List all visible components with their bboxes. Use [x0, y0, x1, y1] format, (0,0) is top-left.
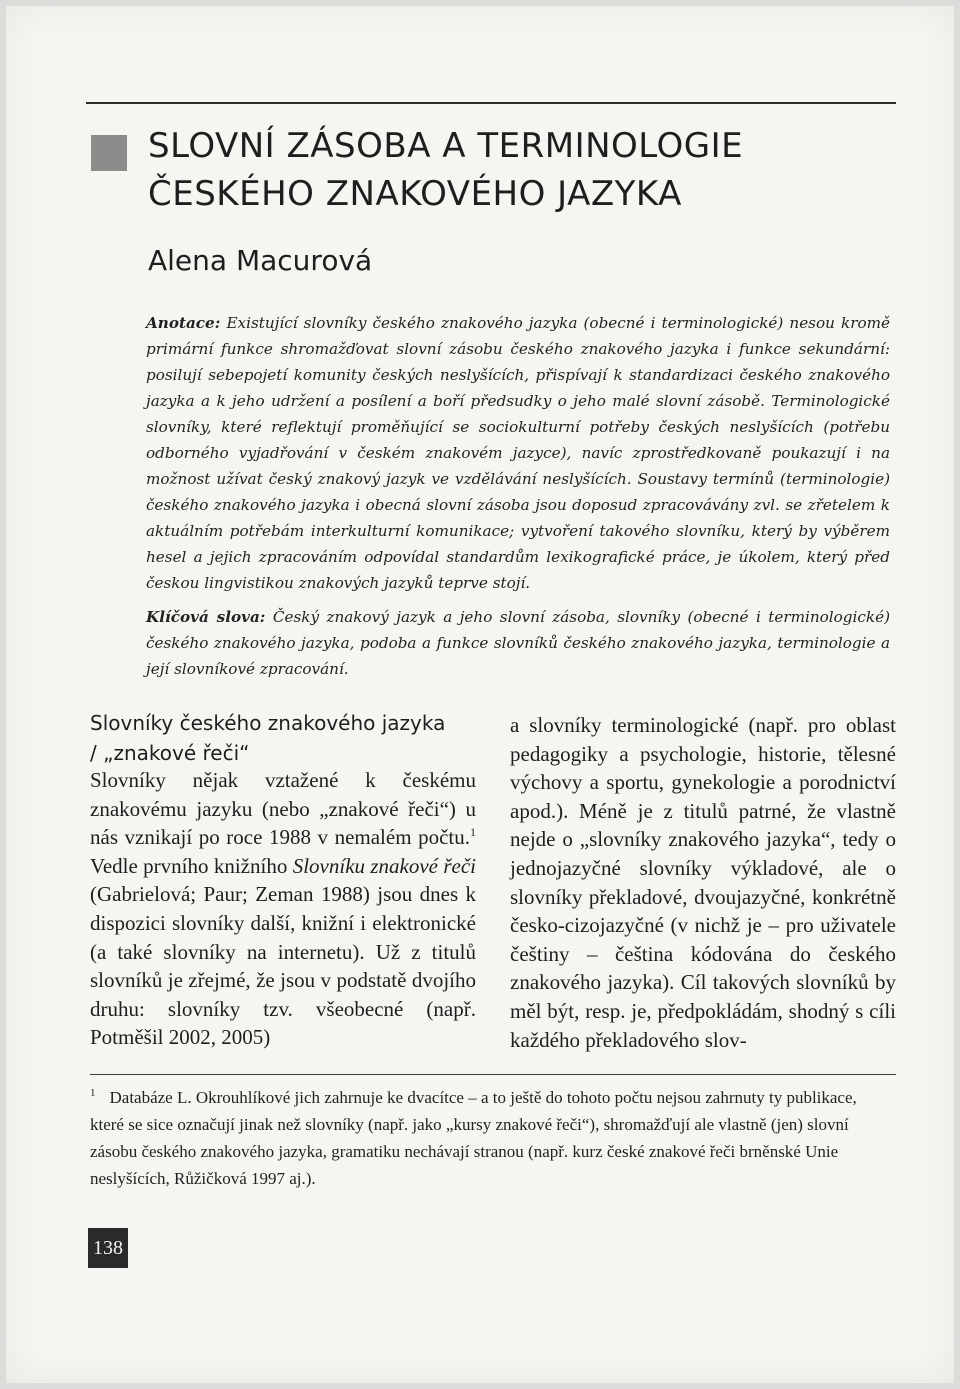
page-number: 138 [88, 1228, 128, 1268]
body-column-left [90, 766, 476, 1052]
page [6, 6, 954, 1383]
title-line-2: ČESKÉHO ZNAKOVÉHO JAZYKA [148, 174, 682, 214]
body-left-part-1: Slovníky nějak vztažené k českému znakovému jazyku (nebo „znakové řeči“) u nás vznikají po roce 1988 v nemalém počtu. [90, 768, 476, 850]
keywords [146, 604, 890, 682]
abstract [146, 310, 890, 596]
abstract-label: Anotace: [146, 314, 221, 332]
abstract-text: Existující slovníky českého znakového jazyka (obecné i terminologické) nesou kromě primární funkce shromažďovat slovní zásobu českého znakového jazyka i funkce sekundární: posilují sebepojetí komunity českých neslyšících, přispívají k standardizaci českého znakového jazyka a k jeho udržení a posílení a boří předsudky o jeho malé slovní zásobě. Terminologické slovníky, které reflektují proměňující se sociokulturní potřeby českých neslyšících (potřebu odborného vyjadřování v českém znakovém jazyce), navíc zprostředkovaně poukazují i na možnost užívat český znakový jazyk ve vzdělávání neslyšících. Soustavy termínů (terminologie) českého znakového jazyka i obecná slovní zásoba jsou doposud zpracovávány zvl. se zřetelem k aktuálním potřebám interkulturní komunikace; vytvoření takového slovníku, který by výběrem hesel a jejich zpracováním odpovídal standardům lexikografické práce, je úkolem, který před českou lingvistikou znakových jazyků teprve stojí. [146, 314, 890, 592]
footnote [90, 1084, 880, 1192]
body-left-part-3: (Gabrielová; Paur; Zeman 1988) jsou dnes k dispozici slovníky další, knižní i elektronické (a také slovníky na internetu). Už z titulů slovníků je zřejmé, že jsou v podstatě dvojího druhu: slovníky tzv. všeobecné (např. Potměšil 2002, 2005) [90, 882, 476, 1050]
footnote-reference[interactable]: 1 [470, 825, 476, 840]
body-left-part-2: Vedle prvního knižního [90, 853, 293, 878]
body-column-right: a slovníky terminologické (např. pro oblast pedagogiky a psychologie, historie, tělesné výchovy a sportu, gynekologie a porodnictví apod.). Méně je z titulů patrné, že vlastně nejde o „slovníky znakového jazyka“, tedy o jednojazyčné slovníky výkladové, ale o slovníky překladové, dvoujazyčné, konkrétně česko-cizojazyčné (v nichž je – pro uživatele češtiny – čeština kódována do českého znakového jazyka). Cíl takových slovníků by měl být, resp. je, předpokládám, shodný s cíli každého překladového slov- [510, 713, 896, 1052]
keywords-label: Klíčová slova: [146, 608, 266, 626]
title-square-marker [91, 135, 127, 171]
header-rule [86, 102, 896, 104]
section-heading [90, 708, 490, 768]
keywords-text: Český znakový jazyk a jeho slovní zásoba, slovníky (obecné i terminologické) českého znakového jazyka, podoba a funkce slovníků českého znakového jazyka, terminologie a její slovníkové zpracování. [146, 608, 891, 678]
section-heading-line-1: Slovníky českého znakového jazyka [90, 711, 446, 735]
title-line-1: SLOVNÍ ZÁSOBA A TERMINOLOGIE [148, 126, 744, 166]
footnote-text: Databáze L. Okrouhlíkové jich zahrnuje ke dvacítce – a to ještě do tohoto počtu nejsou zahrnuty ty publikace, které se sice označují jinak než slovníky (např. jako „kursy znakové řeči“), shromažďují ale vlastně (jen) slovní zásobu českého znakového jazyka, gramatiku nechávají stranou (např. kurz české znakové řeči brněnské Unie neslyšících, Růžičková 1997 aj.). [90, 1088, 857, 1188]
author-name: Alena Macurová [148, 244, 373, 277]
book-title: Slovníku znakové řeči [292, 853, 477, 878]
article-title [148, 122, 888, 218]
footnote-rule [90, 1074, 896, 1075]
section-heading-line-2: / „znakové řeči“ [90, 741, 250, 765]
footnote-marker: 1 [90, 1087, 96, 1099]
